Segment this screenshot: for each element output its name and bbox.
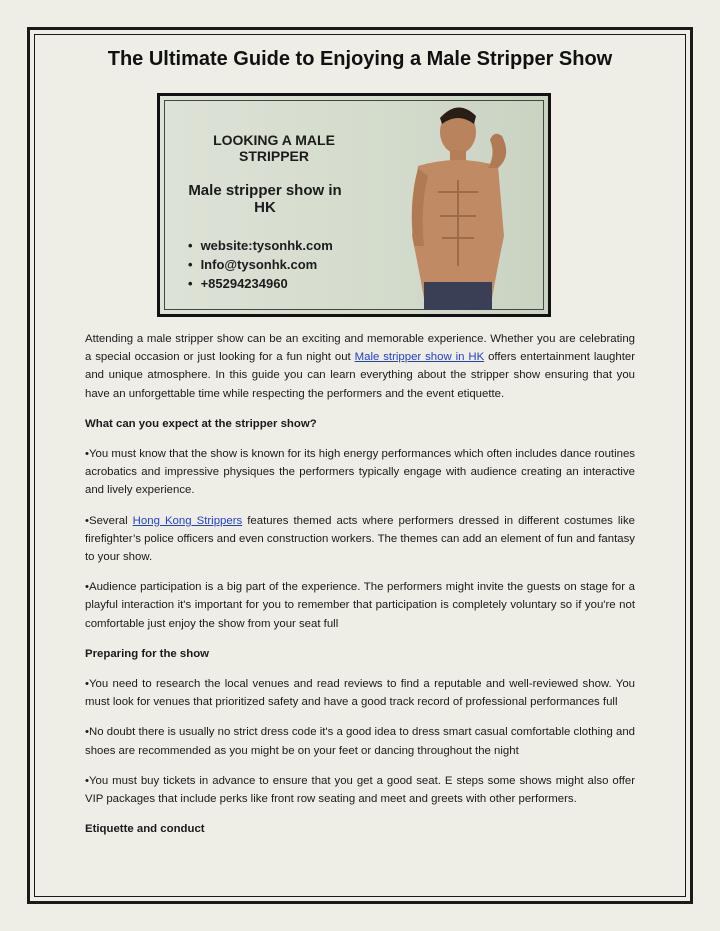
hero-subheading: Male stripper show in HK bbox=[188, 182, 342, 216]
hero-contact-list bbox=[188, 236, 333, 293]
paragraph-bullet-6: •You must buy tickets in advance to ensure that you get a good seat. E steps some shows might also offer VIP packages that include perks like front row seating and meet and greets with other performers. bbox=[85, 774, 635, 806]
paragraph-bullet-5: •No doubt there is usually no strict dress code it's a good idea to dress smart casual comfortable clothing and shoes are recommended as you might be on your feet or dancing throughout the night bbox=[85, 726, 635, 757]
hero-heading: LOOKING A MALE STRIPPER bbox=[213, 132, 335, 164]
paragraph-bullet-2 bbox=[85, 512, 635, 567]
page-title: The Ultimate Guide to Enjoying a Male Stripper Show bbox=[107, 48, 613, 70]
heading-what-to-expect: What can you expect at the stripper show? bbox=[85, 417, 317, 430]
paragraph-bullet-4: •You need to research the local venues and read reviews to find a reputable and well-reviewed show. You must look for venues that prioritized safety and have a good track record of professional performances full bbox=[85, 678, 635, 709]
performer-photo bbox=[378, 96, 538, 310]
article-body bbox=[85, 330, 635, 850]
paragraph-bullet-2-text-2: features themed acts where performers dressed in different costumes like firefighter’s police officers and even construction workers. The themes can add an element of fun and fantasy to your show. bbox=[85, 514, 635, 564]
paragraph-bullet-1: •You must know that the show is known for its high energy performances which often includes dance routines acrobatics and impressive physiques the performers typically engage with audience creating an interactive and lively experience. bbox=[85, 448, 635, 497]
hero-item-website: • website:tysonhk.com bbox=[188, 236, 333, 255]
heading-etiquette: Etiquette and conduct bbox=[85, 823, 205, 836]
heading-preparing: Preparing for the show bbox=[85, 647, 210, 660]
hero-item-email: • Info@tysonhk.com bbox=[188, 255, 333, 274]
paragraph-intro bbox=[85, 330, 635, 403]
link-hong-kong-strippers[interactable]: Hong Kong Strippers bbox=[132, 514, 243, 527]
hero-image bbox=[157, 93, 551, 317]
paragraph-bullet-2-text-1: •Several bbox=[85, 514, 133, 527]
paragraph-intro-text-1: Attending a male stripper show can be an exciting and memorable experience. Whether you are celebrating a special occasion or just looking for a fun night out bbox=[85, 333, 635, 364]
paragraph-intro-text-2: offers entertainment laughter and unique atmosphere. In this guide you can learn everything about the stripper show ensuring that you have an unforgettable time while respecting the performers and the event etiquette. bbox=[85, 351, 635, 400]
paragraph-bullet-3: •Audience participation is a big part of the experience. The performers might invite the guests on stage for a playful interaction it's important for you to remember that participation is completely voluntary so if you're not comfortable just enjoy the show from your seat full bbox=[85, 581, 635, 630]
hero-item-phone: • +85294234960 bbox=[188, 274, 333, 293]
link-male-stripper-show-hk[interactable]: Male stripper show in HK bbox=[354, 351, 485, 364]
